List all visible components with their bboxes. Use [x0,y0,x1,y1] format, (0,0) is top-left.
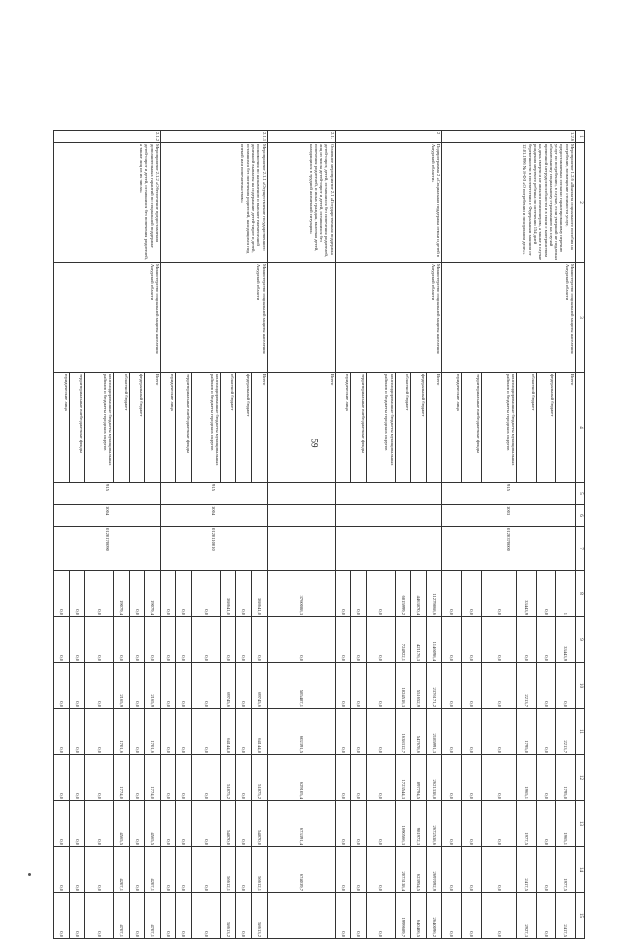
budget-code-code: 915 [54,483,161,505]
amount-cell: 0,0 [481,663,517,709]
amount-cell: 0,0 [366,755,395,801]
column-number: 11 [576,709,585,755]
amount-cell: 1723544,3 [395,755,411,801]
amount-cell: 629105,4 [267,755,335,801]
row-number: 2.1.1 [160,131,267,143]
column-number: 3 [576,263,585,373]
table-row [426,131,442,939]
amount-cell: 64144,8 [220,709,236,755]
amount-cell: 0,0 [335,663,351,709]
amount-cell: 368641,0 [252,571,268,617]
amount-cell: 33443,9 [517,571,537,617]
amount-cell: 1701,6 [145,709,161,755]
amount-cell: 4565,5 [145,801,161,847]
amount-cell: 0,0 [536,847,556,893]
amount-cell: 0,0 [85,847,114,893]
amount-cell: 0,0 [129,571,145,617]
amount-cell: 0,0 [366,663,395,709]
budget-code-rz: 1004 [54,505,161,527]
amount-cell: 0,0 [462,847,482,893]
amount-cell: 0,0 [335,617,351,663]
budget-code-code: 915 [442,483,576,505]
amount-cell: 0,0 [176,847,192,893]
amount-cell: 1795,0 [517,709,537,755]
budget-code-csr [335,527,442,571]
funding-source: областной бюджет [517,373,537,483]
table-row [556,131,576,939]
amount-cell: 1824518,3 [395,663,411,709]
funding-source: юридические лица [160,373,176,483]
amount-cell: 0,0 [192,709,221,755]
amount-cell: 0,0 [160,755,176,801]
amount-cell: 0,0 [176,709,192,755]
table-row [145,131,161,939]
funding-source: областной бюджет [114,373,130,483]
amount-cell: 0,0 [176,571,192,617]
amount-cell: 11279868,6 [426,571,442,617]
budget-code-csr: 0120110010 [160,527,267,571]
amount-cell: 0,0 [335,755,351,801]
budget-code-rz: 1004 [160,505,267,527]
amount-cell: 0,0 [69,847,85,893]
amount-cell: 0,0 [462,709,482,755]
funding-source: юридические лица [54,373,70,483]
amount-cell: 0,0 [54,617,70,663]
budget-code-csr: 0120370000 [442,527,576,571]
column-number: 10 [576,663,585,709]
amount-cell: 0,0 [267,617,335,663]
header-row [576,131,585,939]
amount-cell: 0,0 [536,663,556,709]
amount-cell: 0,0 [236,847,252,893]
funding-source: областной бюджет [395,373,411,483]
amount-cell: 0,0 [236,617,252,663]
amount-cell: 0,0 [54,847,70,893]
amount-cell: 0,0 [442,801,462,847]
amount-cell: 0,0 [54,893,70,939]
amount-cell: 0,0 [335,571,351,617]
funding-source: Всего [556,373,576,483]
amount-cell: 0,0 [351,663,367,709]
funding-source: федеральный бюджет [129,373,145,483]
amount-cell: 0,0 [69,663,85,709]
amount-cell: 0,0 [160,801,176,847]
amount-cell: 673391,4 [267,801,335,847]
column-number: 14 [576,847,585,893]
amount-cell: 58613,2 [220,893,236,939]
amount-cell: 0,0 [481,617,517,663]
amount-cell: 0,0 [54,801,70,847]
amount-cell: 0,0 [160,709,176,755]
amount-cell: 623954,5 [411,847,427,893]
amount-cell: 0,0 [481,709,517,755]
amount-cell: 585487,1 [267,663,335,709]
amount-cell: 0,0 [192,893,221,939]
executor: Министерство социальной защиты населения Амурской области [335,263,442,373]
amount-cell: 2672538,6 [426,801,442,847]
executor: Министерство социальной защиты населения Амурской области [160,263,267,373]
amount-cell: 0,0 [366,847,395,893]
amount-cell: 0,0 [351,571,367,617]
amount-cell: 0,0 [85,893,114,939]
amount-cell: 0,0 [145,617,161,663]
amount-cell: 0,0 [129,709,145,755]
amount-cell: 4463870,4 [411,571,427,617]
amount-cell: 0,0 [462,663,482,709]
amount-cell: 0,0 [536,893,556,939]
amount-cell: 69745,6 [252,663,268,709]
amount-cell: 0,0 [129,755,145,801]
amount-cell [267,893,335,939]
amount-cell: 0,0 [85,709,114,755]
row-number: 1.2.6 [442,131,576,143]
amount-cell: 54870,0 [252,801,268,847]
amount-cell: 2376171,2 [426,663,442,709]
budget-code-csr [267,527,335,571]
amount-cell: 0,0 [351,801,367,847]
column-number: 9 [576,617,585,663]
amount-cell: 0,0 [85,617,114,663]
amount-cell: 1638312,7 [395,709,411,755]
amount-cell: 981972,3 [411,801,427,847]
amount-cell: 58613,2 [252,893,268,939]
column-number: 15 [576,893,585,939]
amount-cell: 0,0 [366,801,395,847]
amount-cell: 0,0 [129,847,145,893]
amount-cell: 56612,1 [252,847,268,893]
measure-name: Основное мероприятие 2.1 «Государственная поддержка детей-сирот, детей, оставшихся без попечения родителей, лиц из числа детей-сирот и детей, оставшихся без попечения родителей, и иных граждан, включая детей, находящихся в трудной жизненной ситуации» [267,143,335,263]
amount-cell: 0,0 [54,571,70,617]
amount-cell: 64144,8 [252,709,268,755]
amount-cell: 2417,5 [556,893,576,939]
amount-cell: 2927,3 [517,893,537,939]
amount-cell: 0,0 [129,617,145,663]
amount-cell: 0,0 [442,709,462,755]
amount-cell: 3760088,3 [267,571,335,617]
funding-source: территориальные внебюджетные фонды [69,373,85,483]
amount-cell: 0,0 [176,617,192,663]
amount-cell: 4565,5 [114,801,130,847]
amount-cell: 0,0 [54,663,70,709]
amount-cell: 0,0 [462,571,482,617]
amount-cell: 0,0 [366,893,395,939]
amount-cell: 1690566,3 [395,801,411,847]
amount-cell: 0,0 [351,617,367,663]
rotated-table-wrapper [53,130,585,938]
amount-cell: 1977,5 [517,801,537,847]
amount-cell: 1774,0 [114,755,130,801]
amount-cell: 1701,6 [114,709,130,755]
amount-cell: 69745,6 [220,663,236,709]
amount-cell: 4207,1 [114,847,130,893]
funding-source: юридические лица [442,373,462,483]
amount-cell: 0,0 [69,709,85,755]
column-number: 1 [576,131,585,143]
amount-cell: 0,0 [481,801,517,847]
funding-source: консолидированные бюджеты муниципальных районов и бюджеты городских округов [481,373,517,483]
funding-source: Всего [267,373,335,483]
amount-cell: 1965,1 [517,755,537,801]
column-number: 2 [576,143,585,263]
amount-cell: 0,0 [366,617,395,663]
row-number: 2.1.2 [54,131,161,143]
amount-cell: 0,0 [85,663,114,709]
amount-cell: 0,0 [335,893,351,939]
measure-name: Мероприятие 1.2.6 «Выплата социального пособия на погребение, возмещение стоимости услуг, предоставляемых согласно гарантированному перечню услуг по погребению, в случае, если умерший не подлежал обязательному социальному страхованию на случай временной нетрудоспособности и в связи с материнством на день смерти и не являлся пенсионером, а также в случае рождения мертвого ребенка по истечении 154 дней беременности в соответствии с Федеральным законом от 12.01.1996 № 8-ФЗ «О погребении и похоронном деле»» [442,143,576,263]
amount-cell: 0,0 [366,571,395,617]
executor: Министерство социальной защиты населения Амурской области [54,263,161,373]
budget-code-code [335,483,442,505]
table-row [252,131,268,939]
amount-cell: 4707,1 [145,893,161,939]
amount-cell: 0,0 [462,893,482,939]
column-number: 7 [576,527,585,571]
amount-cell: 0,0 [536,801,556,847]
amount-cell: 0,0 [54,755,70,801]
amount-cell: 0,0 [536,709,556,755]
table-body [54,131,585,939]
amount-cell: 1795,0 [556,755,576,801]
amount-cell: 0,0 [236,571,252,617]
funding-source: территориальные внебюджетные фонды [351,373,367,483]
amount-cell: 724922,1 [395,617,411,663]
funding-source: территориальные внебюджетные фонды [176,373,192,483]
amount-cell: 0,0 [351,755,367,801]
amount-cell: 0,0 [236,663,252,709]
amount-cell: 0,0 [192,847,221,893]
amount-cell: 0,0 [335,709,351,755]
amount-cell: 0,0 [69,801,85,847]
amount-cell: 0,0 [192,617,221,663]
amount-cell: 0,0 [85,571,114,617]
amount-cell: 2185991,3 [426,709,442,755]
executor: Министерство социальной защиты населения Амурской области [442,263,576,373]
amount-cell: 2073138,4 [395,847,411,893]
amount-cell: 4707,1 [114,893,130,939]
amount-cell: 0,0 [442,755,462,801]
amount-cell: 0,0 [129,663,145,709]
amount-cell: 0,0 [114,617,130,663]
funding-source: юридические лица [335,373,351,483]
table-row [267,131,335,939]
funding-source: территориальные внебюджетные фонды [462,373,482,483]
funding-source: областной бюджет [220,373,236,483]
amount-cell: 0,0 [192,755,221,801]
budget-code-code: 915 [160,483,267,505]
amount-cell: 2697092,9 [426,847,442,893]
amount-cell: 674039,7 [267,847,335,893]
funding-source: Всего [252,373,268,483]
amount-cell: 0,0 [192,663,221,709]
amount-cell: 547678,6 [411,709,427,755]
amount-cell: 54870,0 [220,801,236,847]
column-number: 8 [576,571,585,617]
funding-source: федеральный бюджет [411,373,427,483]
amount-cell: 19079,4 [145,571,161,617]
column-number: 6 [576,505,585,527]
amount-cell: 640406,5 [411,893,427,939]
amount-cell: 1774,0 [145,755,161,801]
amount-cell: 0,0 [129,801,145,847]
amount-cell: 19079,4 [114,571,130,617]
page-number: 59 [309,438,320,448]
amount-cell: 0,0 [160,893,176,939]
amount-cell: 0,0 [351,893,367,939]
funding-source: консолидированные бюджеты муниципальных районов и бюджеты городских округов [366,373,395,483]
amount-cell: 0,0 [236,801,252,847]
amount-cell: 2165,9 [145,663,161,709]
funding-table [53,130,585,939]
amount-cell: 0,0 [335,801,351,847]
amount-cell: 0,0 [442,617,462,663]
row-number: 2.1. [267,131,335,143]
amount-cell: 0,0 [220,617,236,663]
amount-cell: 0,0 [536,755,556,801]
amount-cell: 1977,5 [556,847,576,893]
amount-cell: 602391,5 [267,709,335,755]
amount-cell: 421176,3 [411,617,427,663]
amount-cell: 0,0 [160,617,176,663]
funding-source: консолидированные бюджеты муниципальных районов и бюджеты городских округов [85,373,114,483]
amount-cell: 51875,2 [252,755,268,801]
funding-source: федеральный бюджет [536,373,556,483]
amount-cell: 0,0 [176,893,192,939]
amount-cell: 1146098,4 [426,617,442,663]
amount-cell: 0,0 [442,663,462,709]
amount-cell: 0,0 [481,847,517,893]
amount-cell: 0,0 [236,893,252,939]
amount-cell: 0,0 [160,847,176,893]
column-number: 4 [576,373,585,483]
budget-code-rz: 1003 [442,505,576,527]
amount-cell: 0,0 [252,617,268,663]
amount-cell: 0,0 [160,663,176,709]
amount-cell: 0,0 [462,801,482,847]
amount-cell: 2213,7 [556,709,576,755]
measure-name: Мероприятие 2.1.2 «Обеспечение предоставления дополнительных гарантий по социальной поддержке детей-сирот и детей, оставшихся без попечения родителей, а также лиц из их числа» [54,143,161,263]
amount-cell: 0,0 [442,571,462,617]
amount-cell: 1965,1 [556,801,576,847]
amount-cell: 0,0 [442,893,462,939]
amount-cell: 0,0 [54,709,70,755]
funding-source: Всего [426,373,442,483]
amount-cell: 0,0 [160,571,176,617]
amount-cell: 0,0 [351,847,367,893]
amount-cell: 0,0 [556,663,576,709]
amount-cell: 0,0 [536,617,556,663]
amount-cell: 33443,9 [556,617,576,663]
amount-cell: 0,0 [236,755,252,801]
budget-code-rz [335,505,442,527]
amount-cell: 0,0 [69,893,85,939]
amount-cell: 51875,2 [220,755,236,801]
amount-cell: 2621338,8 [426,755,442,801]
measure-name: Мероприятие 2.1.1 «Осуществление государственного полномочия по назначению и выплате ежемесячной денежной выплаты на содержание детей-сирот и детей, оставшихся без попечения родителей, находящихся под опекой или попечительством» [160,143,267,263]
budget-code-code [267,483,335,505]
amount-cell: 0,0 [85,801,114,847]
amount-cell: 0,0 [129,893,145,939]
amount-cell: 0,0 [536,571,556,617]
amount-cell: 0,0 [462,617,482,663]
funding-source: Всего [145,373,161,483]
amount-cell: 0,0 [176,801,192,847]
amount-cell: 0,0 [192,801,221,847]
column-number: 12 [576,755,585,801]
amount-cell: 0,0 [462,755,482,801]
amount-cell: 0,0 [351,709,367,755]
funding-source: консолидированные бюджеты муниципальных районов и бюджеты городских округов [192,373,221,483]
amount-cell: 0,0 [69,755,85,801]
amount-cell: 2417,5 [517,847,537,893]
amount-cell: 6815999,2 [395,571,411,617]
amount-cell: 368641,0 [220,571,236,617]
measure-name: Подпрограмма 2 «Социальная поддержка семьи и детей в Амурской области» [335,143,442,263]
amount-cell: 0,0 [236,709,252,755]
amount-cell: 551652,9 [411,663,427,709]
amount-cell: 897794,5 [411,755,427,801]
amount-cell: 0,0 [481,755,517,801]
amount-cell: 0,0 [85,755,114,801]
budget-code-csr: 0120170090 [54,527,161,571]
amount-cell: 2165,9 [114,663,130,709]
amount-cell: 4207,1 [145,847,161,893]
scan-speck [28,873,31,876]
budget-code-rz [267,505,335,527]
amount-cell: 0,0 [176,755,192,801]
executor [267,263,335,373]
amount-cell: 0,0 [69,617,85,663]
column-number: 13 [576,801,585,847]
amount-cell: 0,0 [176,663,192,709]
amount-cell: 2213,7 [517,663,537,709]
amount-cell: 0,0 [481,893,517,939]
amount-cell: 0,0 [517,617,537,663]
row-number: 2 [335,131,442,143]
amount-cell: 1999689,7 [395,893,411,939]
amount-cell: 0,0 [366,709,395,755]
amount-cell: 56612,1 [220,847,236,893]
amount-cell: 0,0 [442,847,462,893]
amount-cell: 0,0 [192,571,221,617]
amount-cell: 2640096,2 [426,893,442,939]
funding-source: федеральный бюджет [236,373,252,483]
amount-cell: 0,0 [335,847,351,893]
column-number: 5 [576,483,585,505]
amount-cell: 0,0 [69,571,85,617]
amount-cell: 1 [556,571,576,617]
amount-cell: 0,0 [481,571,517,617]
